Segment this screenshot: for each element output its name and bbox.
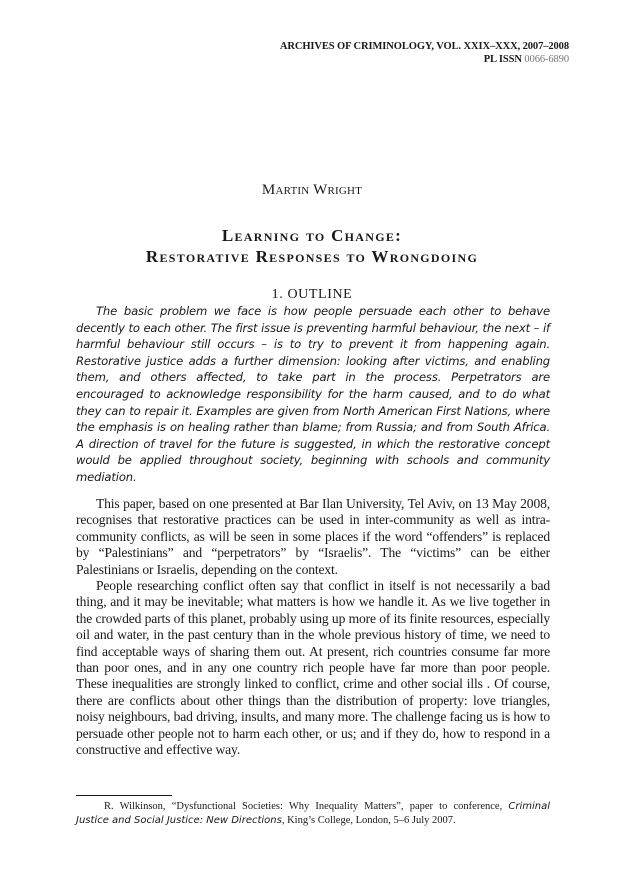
footnote-text-before: R. Wilkinson, “Dysfunctional Societies: Why Inequality Matters”, paper to conference, (104, 801, 509, 812)
body-paragraph: People researching conflict often say that conflict in itself is not necessarily a bad thing, and it may be inevitable; what matters is how we handle it. As we live together in the crowded parts of this planet, probably using up more of its finite resources, especially oil and water, in the past century than in the whole previous history of time, we need to find acceptable ways of sharing them out. At present, rich countries consume far more than poor ones, and in any one country rich people have far more than poor people. These inequalities are strongly linked to conflict, crime and other social ills . Of course, there are conflicts about other things than the distribution of property: love triangles, noisy neighbours, bad driving, insults, and many more. The challenge facing us is how to persuade other people not to harm each other, or us; and if they do, how to respond in a constructive and effective way. (76, 578, 550, 758)
author-name: Martin Wright (261, 182, 363, 198)
footnote (76, 800, 550, 828)
footnote-conference-title: Criminal Justice and Social Justice: New Directions (76, 801, 550, 826)
journal-title: ARCHIVES OF CRIMINOLOGY, VOL. XXIX–XXX, 2007–2008 (279, 41, 569, 52)
issn-number: 0066-6890 (524, 54, 569, 65)
issn (280, 53, 569, 66)
article-title-line-1: Learning to Change: (221, 226, 403, 245)
footnote-divider (76, 795, 172, 796)
article-title-line-2: Restorative Responses to Wrongdoing (145, 247, 479, 266)
running-head (280, 40, 569, 66)
section-heading: 1. OUTLINE (271, 287, 353, 302)
abstract: The basic problem we face is how people persuade each other to behave decently to each other. The first issue is preventing harmful behaviour, the next – if harmful behaviour still occurs – is to try to prevent it from happening again. Restorative justice adds a further dimension: looking after victims, and enabling them, and others affected, to take part in the process. Perpetrators are encouraged to acknowledge responsibility for the harm caused, and to do what they can to repair it. Examples are given from North American First Nations, where the emphasis is on healing rather than blame; from Russia; and from South Africa. A direction of travel for the future is suggested, in which the restorative concept would be applied throughout society, beginning with schools and community mediation. (76, 304, 550, 484)
body-text (76, 496, 550, 759)
issn-label: PL ISSN (483, 54, 522, 65)
article-title (0, 225, 624, 267)
footnote-text-after: , King’s College, London, 5–6 July 2007. (281, 815, 456, 826)
body-paragraph: This paper, based on one presented at Bar Ilan University, Tel Aviv, on 13 May 2008, recognises that restorative practices can be used in inter-community as well as intra-community conflicts, as will be seen in some places if the word “offenders” is replaced by “Palestinians” and “perpetrators” by “Israelis”. The “victims” can be either Palestinians or Israelis, depending on the context. (76, 496, 550, 577)
